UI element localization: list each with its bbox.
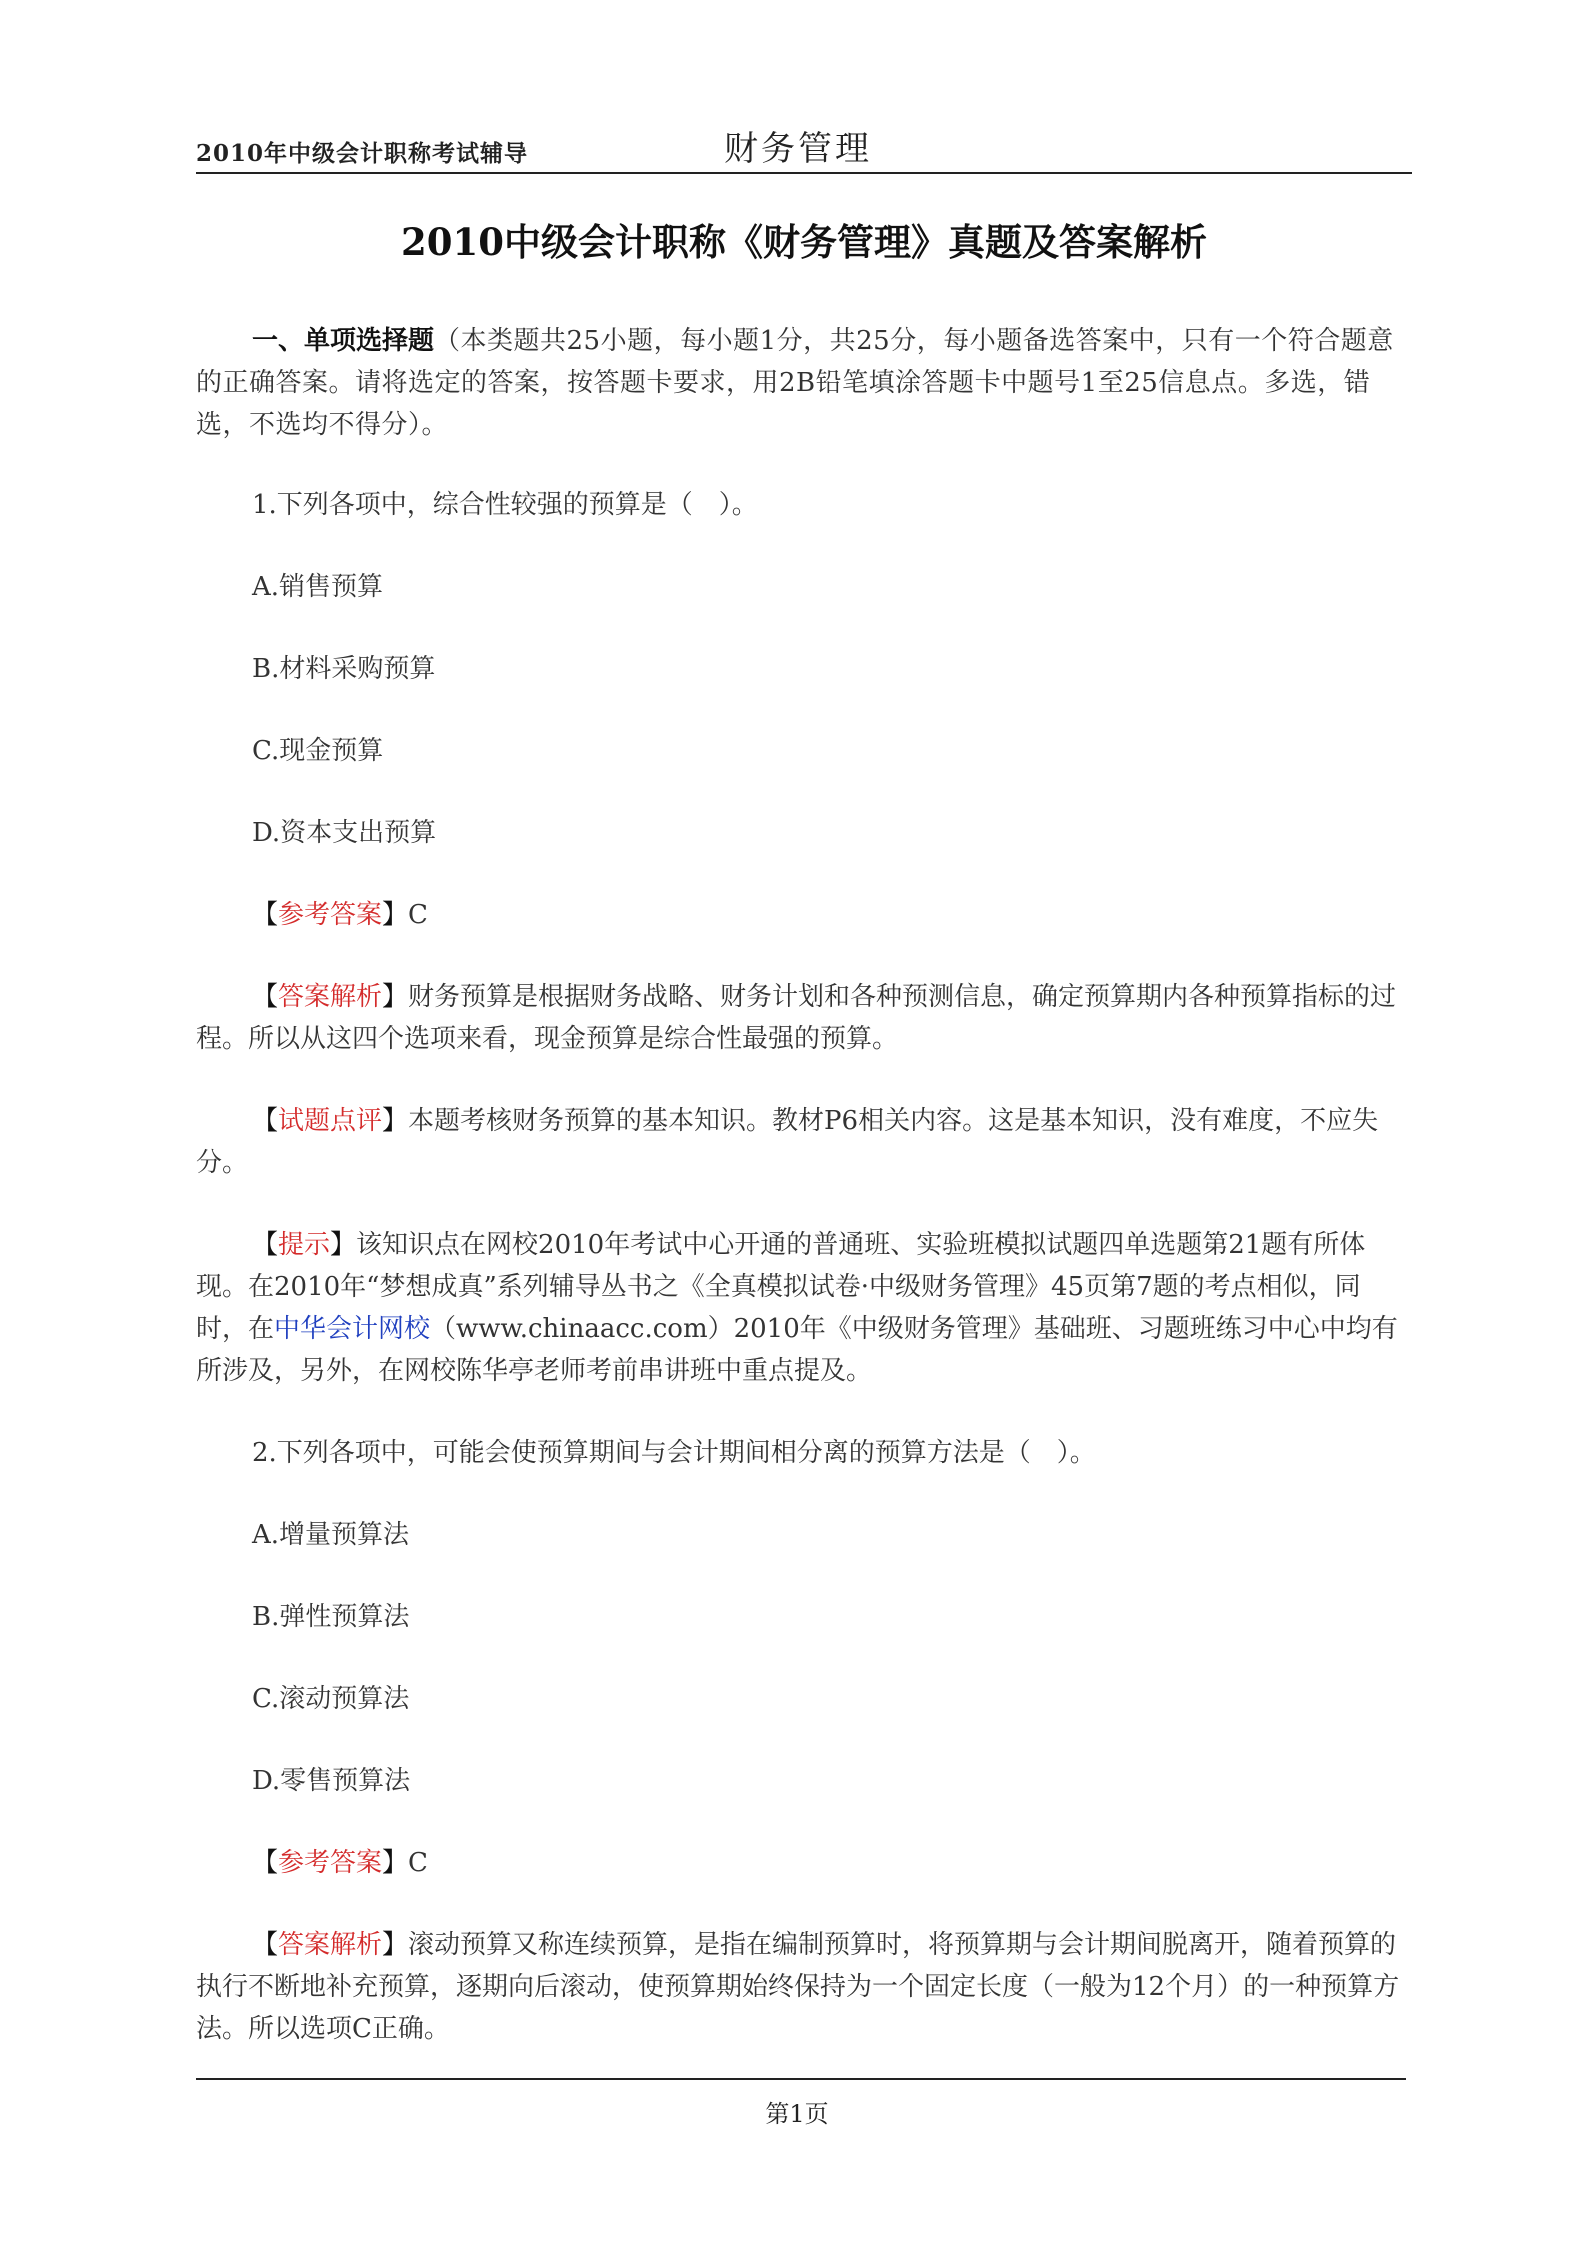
- question-2-option-c: C.滚动预算法: [252, 1684, 410, 1714]
- section-intro: [196, 320, 1412, 446]
- document-title: 2010中级会计职称《财务管理》真题及答案解析: [401, 220, 1207, 264]
- tip-label: 提示: [278, 1230, 331, 1260]
- tip-text-part1: 该知识点在网校2010年考试中心开通的普通班、实验班模拟试题四单选题第21题有所体现。在2010年“梦想成真”系列辅导丛书之《全真模拟试卷·中级财务管理》45页第7题的考点相似，同时，在: [196, 1230, 1366, 1344]
- analysis-label: 答案解析: [278, 1930, 383, 1960]
- question-2-option-d: D.零售预算法: [252, 1766, 411, 1796]
- question-1-option-d: D.资本支出预算: [252, 818, 437, 848]
- footer-divider: [196, 2078, 1406, 2080]
- tip-text-part2: （www.chinaacc.com）2010年《中级财务管理》基础班、习题班练习中心中均有所涉及，另外，在网校陈华亭老师考前串讲班中重点提及。: [196, 1314, 1398, 1386]
- analysis-text: 滚动预算又称连续预算，是指在编制预算时，将预算期与会计期间脱离开，随着预算的执行不断地补充预算，逐期向后滚动，使预算期始终保持为一个固定长度（一般为12个月）的一种预算方法。所以选项C正确。: [196, 1930, 1400, 2044]
- answer-value: C: [408, 900, 428, 930]
- question-1-option-a: A.销售预算: [252, 572, 384, 602]
- section-heading: 一、单项选择题: [252, 326, 435, 356]
- question-1-option-b: B.材料采购预算: [252, 654, 436, 684]
- question-1-option-c: C.现金预算: [252, 736, 384, 766]
- question-2-analysis: 【答案解析】滚动预算又称连续预算，是指在编制预算时，将预算期与会计期间脱离开，随着预算的执行不断地补充预算，逐期向后滚动，使预算期始终保持为一个固定长度（一般为12个月）的一种预算方法。所以选项C正确。: [196, 1930, 1400, 2044]
- answer-value: C: [408, 1848, 428, 1878]
- comment-label: 试题点评: [278, 1106, 383, 1136]
- document-body: [196, 320, 1412, 2050]
- analysis-text: 财务预算是根据财务战略、财务计划和各种预测信息，确定预算期内各种预算指标的过程。所以从这四个选项来看，现金预算是综合性最强的预算。: [196, 982, 1397, 1054]
- question-1-answer: 【参考答案】C: [252, 900, 428, 930]
- page-header: [196, 118, 1412, 174]
- question-1-tip: 【提示】该知识点在网校2010年考试中心开通的普通班、实验班模拟试题四单选题第21题有所体现。在2010年“梦想成真”系列辅导丛书之《全真模拟试卷·中级财务管理》45页第7题的考点相似，同时，在中华会计网校（www.chinaacc.com）2010年《中级财务管理》基础班、习题班练习中心中均有所涉及，另外，在网校陈华亭老师考前串讲班中重点提及。: [196, 1230, 1398, 1386]
- question-1-stem: 1.下列各项中，综合性较强的预算是（ ）。: [252, 490, 758, 520]
- comment-text: 本题考核财务预算的基本知识。教材P6相关内容。这是基本知识，没有难度，不应失分。: [196, 1106, 1379, 1178]
- header-course-label: 2010年中级会计职称考试辅导: [196, 140, 529, 167]
- header-subject: 财务管理: [724, 129, 872, 169]
- page-number: 第1页: [765, 2100, 829, 2128]
- section-instructions: （本类题共25小题，每小题1分，共25分，每小题备选答案中，只有一个符合题意的正确答案。请将选定的答案，按答题卡要求，用2B铅笔填涂答题卡中题号1至25信息点。多选，错选，不选均不得分）。: [196, 326, 1394, 440]
- question-2-option-b: B.弹性预算法: [252, 1602, 410, 1632]
- question-2-answer: 【参考答案】C: [252, 1848, 428, 1878]
- header-divider: [196, 172, 1412, 174]
- answer-label: 参考答案: [278, 1848, 383, 1878]
- answer-label: 参考答案: [278, 900, 383, 930]
- question-1-comment: 【试题点评】本题考核财务预算的基本知识。教材P6相关内容。这是基本知识，没有难度，不应失分。: [196, 1106, 1379, 1178]
- question-2-option-a: A.增量预算法: [252, 1520, 410, 1550]
- analysis-label: 答案解析: [278, 982, 383, 1012]
- chinaacc-link[interactable]: 中华会计网校: [274, 1314, 431, 1344]
- question-1-analysis: 【答案解析】财务预算是根据财务战略、财务计划和各种预测信息，确定预算期内各种预算指标的过程。所以从这四个选项来看，现金预算是综合性最强的预算。: [196, 982, 1397, 1054]
- question-2-stem: 2.下列各项中，可能会使预算期间与会计期间相分离的预算方法是（ ）。: [252, 1438, 1096, 1468]
